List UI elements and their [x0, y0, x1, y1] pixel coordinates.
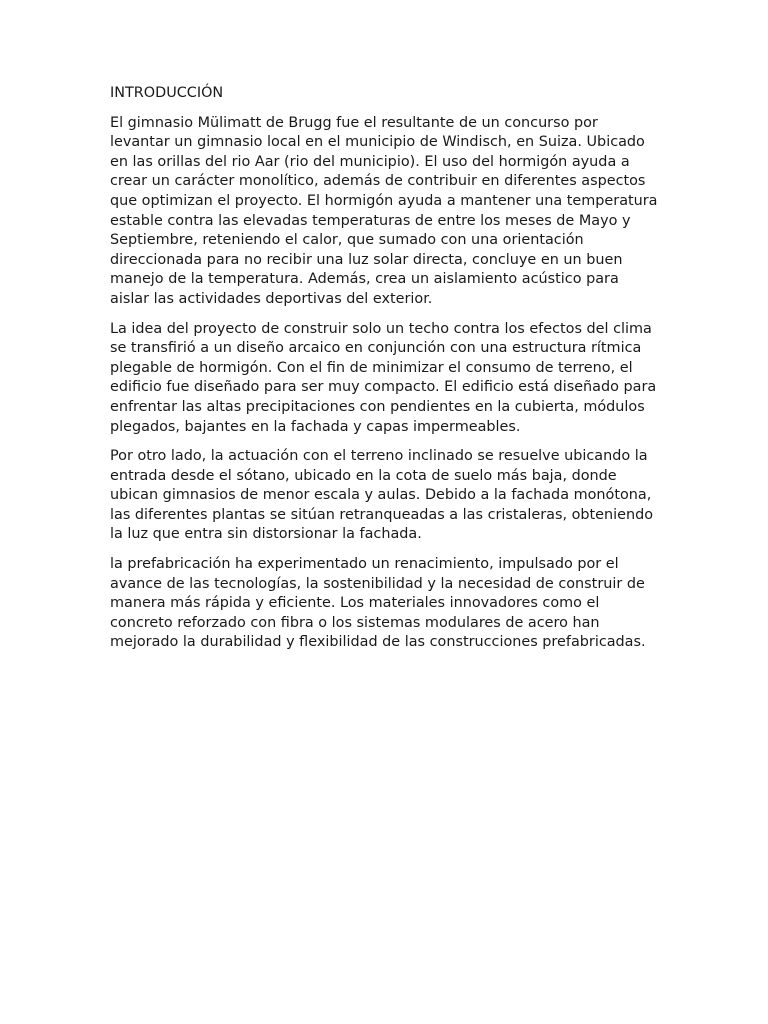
section-heading: INTRODUCCIÓN: [110, 85, 224, 101]
paragraph-1: El gimnasio Mülimatt de Brugg fue el resultante de un concurso por levantar un gimnasio local en el municipio de Windisch, en Suiza. Ubicado en las orillas del rio Aar (rio del municipio). El uso del hormigón ayuda a crear un carácter monolítico, además de contribuir en diferentes aspectos que optimizan el proyecto. El hormigón ayuda a mantener una temperatura estable contra las elevadas temperaturas de entre los meses de Mayo y Septiembre, reteniendo el calor, que sumado con una orientación direccionada para no recibir una luz solar directa, concluye en un buen manejo de la temperatura. Además, crea un aislamiento acústico para aislar las actividades deportivas del exterior.: [110, 114, 658, 307]
document-body: [110, 84, 662, 663]
paragraph-3: Por otro lado, la actuación con el terreno inclinado se resuelve ubicando la entrada desde el sótano, ubicado en la cota de suelo más baja, donde ubican gimnasios de menor escala y aulas. Debido a la fachada monótona, las diferentes plantas se sitúan retranqueadas a las cristaleras, obteniendo la luz que entra sin distorsionar la fachada.: [110, 448, 654, 543]
paragraph-4: la prefabricación ha experimentado un renacimiento, impulsado por el avance de las tecnologías, la sostenibilidad y la necesidad de construir de manera más rápida y eficiente. Los materiales innovadores como el concreto reforzado con fibra o los sistemas modulares de acero han mejorado la durabilidad y flexibilidad de las construcciones prefabricadas.: [110, 556, 646, 651]
paragraph-2: La idea del proyecto de construir solo un techo contra los efectos del clima se transfirió a un diseño arcaico en conjunción con una estructura rítmica plegable de hormigón. Con el fin de minimizar el consumo de terreno, el edificio fue diseñado para ser muy compacto. El edificio está diseñado para enfrentar las altas precipitaciones con pendientes en la cubierta, módulos plegados, bajantes en la fachada y capas impermeables.: [110, 320, 657, 435]
